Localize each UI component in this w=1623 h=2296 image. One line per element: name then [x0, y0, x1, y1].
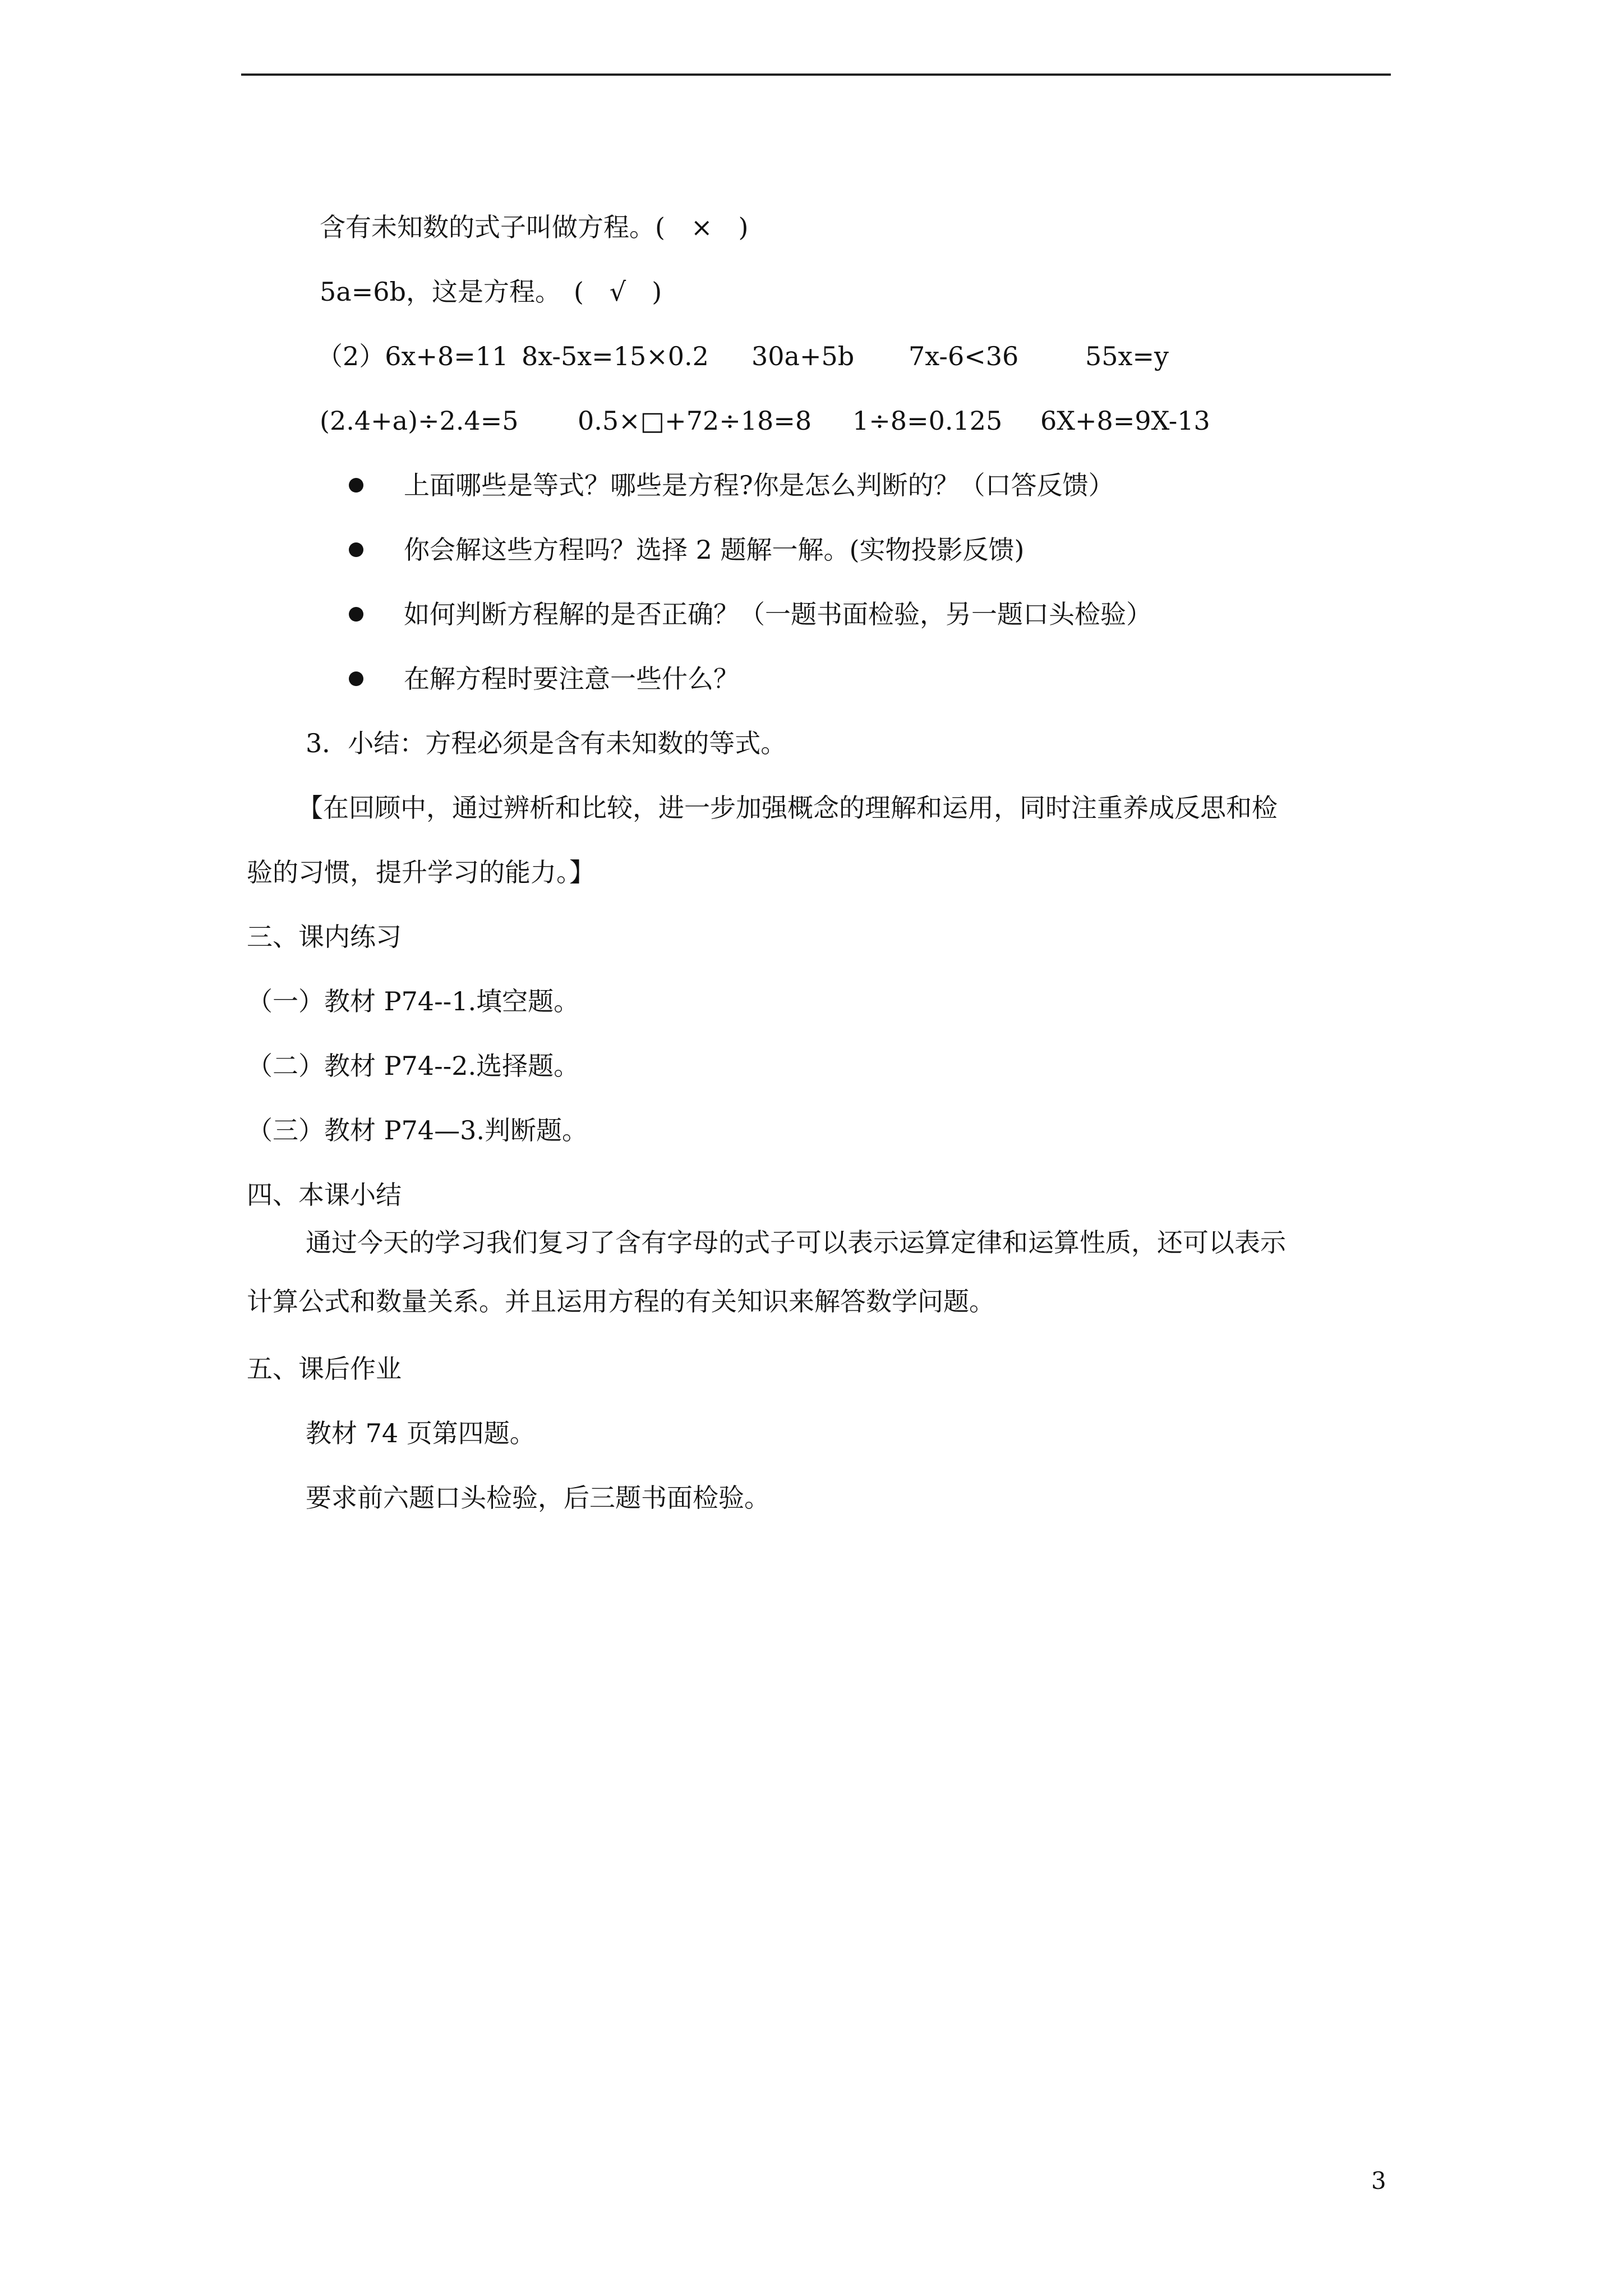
- bullet-item: 如何判断方程解的是否正确？（一题书面检验，另一题口头检验）: [404, 599, 1152, 629]
- bullet-item: 上面哪些是等式？哪些是方程?你是怎么判断的？（口答反馈）: [404, 470, 1114, 500]
- section-3-heading: 三、课内练习: [247, 922, 402, 952]
- equation-2-1: （2）6x+8=11: [317, 341, 509, 371]
- equation-2-2: 8x-5x=15×0.2: [522, 341, 709, 371]
- homework-1: 教材 74 页第四题。: [306, 1418, 536, 1448]
- lesson-summary-line-2: 计算公式和数量关系。并且运用方程的有关知识来解答数学问题。: [247, 1286, 995, 1317]
- equation-2-9: 6X+8=9X-13: [1040, 406, 1210, 436]
- bullet-dot: [349, 478, 363, 493]
- statement-1: 含有未知数的式子叫做方程。( × ): [320, 212, 749, 242]
- bullet-dot: [349, 671, 363, 686]
- exercise-3: （三）教材 P74—3.判断题。: [247, 1115, 588, 1145]
- design-note-line-1: 【在回顾中，通过辨析和比较，进一步加强概念的理解和运用，同时注重养成反思和检: [297, 793, 1278, 823]
- header-rule: [241, 73, 1391, 76]
- section-4-heading: 四、本课小结: [247, 1180, 402, 1210]
- equation-2-8: 1÷8=0.125: [852, 406, 1003, 436]
- exercise-2: （二）教材 P74--2.选择题。: [247, 1051, 580, 1081]
- design-note-line-2: 验的习惯，提升学习的能力。】: [247, 857, 595, 887]
- bullet-dot: [349, 542, 363, 557]
- equation-2-5: 55x=y: [1085, 341, 1169, 371]
- exercise-1: （一）教材 P74--1.填空题。: [247, 986, 580, 1016]
- bullet-item: 在解方程时要注意一些什么？: [404, 664, 739, 694]
- homework-2: 要求前六题口头检验，后三题书面检验。: [306, 1483, 770, 1513]
- bullet-item: 你会解这些方程吗？选择 2 题解一解。(实物投影反馈): [404, 535, 1025, 565]
- section-5-heading: 五、课后作业: [247, 1354, 402, 1384]
- summary-3: 3．小结：方程必须是含有未知数的等式。: [306, 728, 787, 758]
- equation-2-4: 7x-6<36: [909, 341, 1019, 371]
- bullet-dot: [349, 607, 363, 622]
- statement-2: 5a=6b，这是方程。 ( √ ): [320, 277, 662, 307]
- equation-2-7: 0.5×□+72÷18=8: [578, 406, 812, 436]
- lesson-summary-line-1: 通过今天的学习我们复习了含有字母的式子可以表示运算定律和运算性质，还可以表示: [306, 1227, 1286, 1258]
- equation-2-6: (2.4+a)÷2.4=5: [320, 406, 519, 436]
- page-number: 3: [1371, 2167, 1386, 2194]
- equation-2-3: 30a+5b: [751, 341, 855, 371]
